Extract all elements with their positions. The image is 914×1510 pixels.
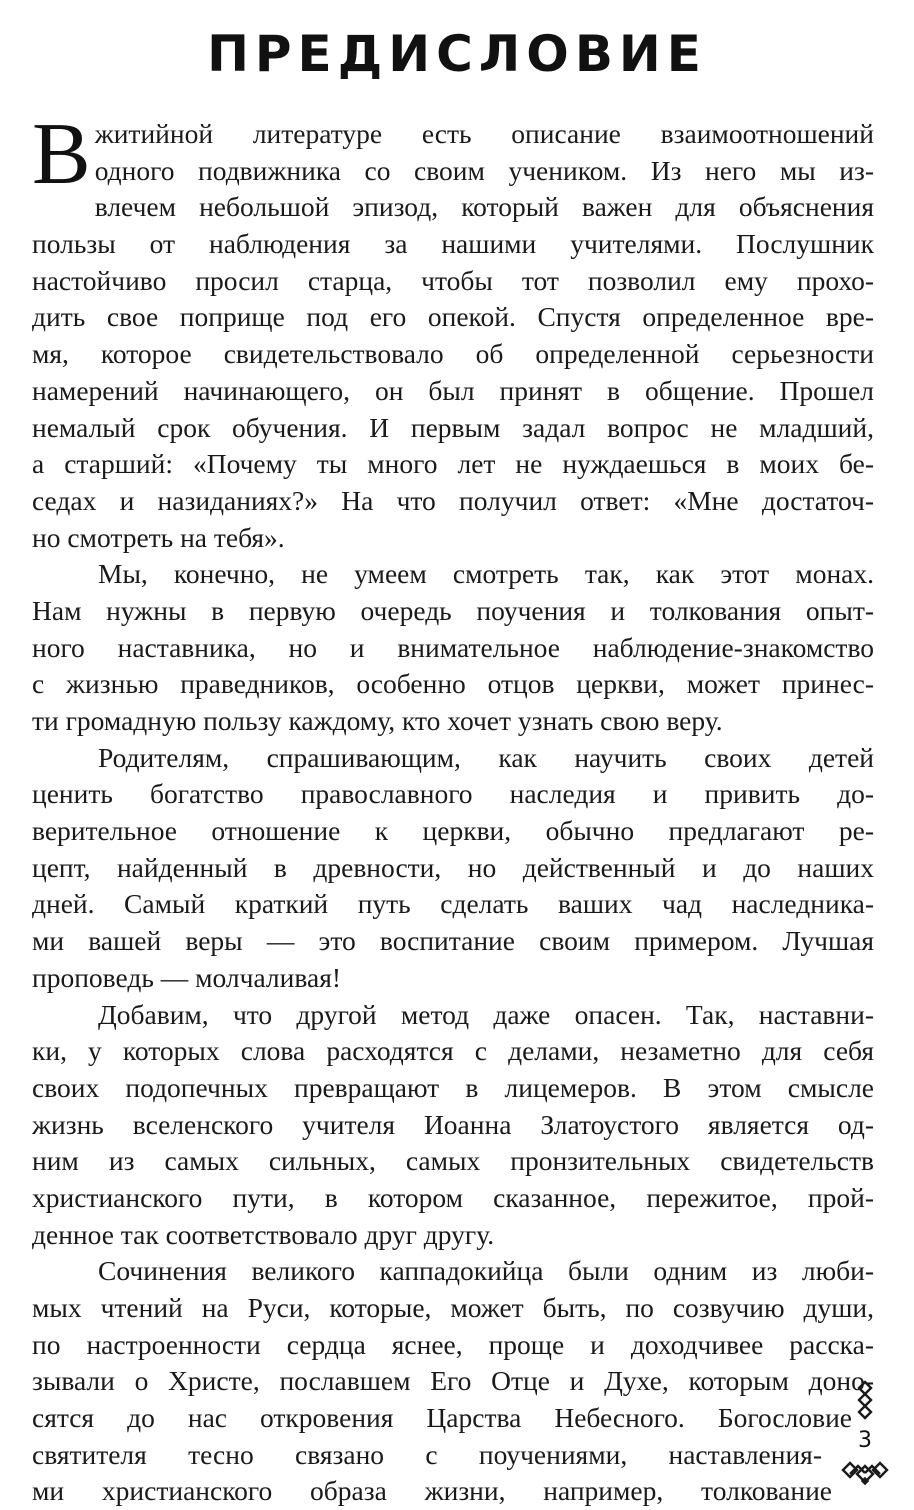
text-line: верительное отношение к церкви, обычно предлагают ре- bbox=[32, 815, 874, 847]
text-line: намерений начинающего, он был принят в общение. Прошел bbox=[32, 374, 874, 406]
text-line: одного подвижника со своим учеником. Из него мы из- bbox=[94, 154, 874, 186]
text-line: пользы от наблюдения за нашими учителями. Послушник bbox=[32, 228, 874, 260]
text-line: седах и назиданиях?» На что получил ответ: «Мне достаточ- bbox=[32, 484, 874, 516]
text-line: ки, у которых слова расходятся с делами, незаметно для себя bbox=[32, 1035, 874, 1067]
text-line: настойчиво просил старца, чтобы тот позволил ему прохо- bbox=[32, 264, 874, 296]
text-line: но смотреть на тебя». bbox=[32, 521, 285, 553]
paragraph-2 bbox=[32, 556, 874, 739]
drop-cap: В bbox=[32, 106, 91, 203]
text-line: дней. Самый краткий путь сделать ваших чад наследника- bbox=[32, 888, 874, 920]
text-line: ми христианского образа жизни, например, толкование bbox=[32, 1475, 832, 1507]
text-line: дить свое поприще под его опекой. Спустя определенное вре- bbox=[32, 301, 874, 333]
text-line: по настроенности сердца яснее, проще и доходчивее расска- bbox=[32, 1328, 874, 1360]
text-line: Вжитийной литературе есть описание взаимоотношений bbox=[32, 106, 874, 203]
text-line: своих подопечных превращают в лицемеров. В этом смысле bbox=[32, 1071, 874, 1103]
text-line: ценить богатство православного наследия и привить до- bbox=[32, 778, 874, 810]
text-line: ного наставника, но и внимательное наблюдение-знакомство bbox=[32, 631, 874, 663]
page-title: ПРЕДИСЛОВИЕ bbox=[207, 25, 707, 83]
text-line: святителя тесно связано с поучениями, наставления- bbox=[32, 1438, 822, 1470]
text-line: Сочинения великого каппадокийца были одним из люби- bbox=[98, 1255, 874, 1287]
paragraph-1 bbox=[32, 106, 874, 556]
text-line: немалый срок обучения. И первым задал вопрос не младший, bbox=[32, 411, 874, 443]
paragraph-3 bbox=[32, 740, 874, 997]
body-text bbox=[32, 106, 874, 1510]
page-number: 3 bbox=[858, 1428, 872, 1453]
text-line: влечем небольшой эпизод, который важен для объяснения bbox=[94, 191, 874, 223]
text-line: жизнь вселенского учителя Иоанна Златоустого является од- bbox=[32, 1108, 874, 1140]
text-line: Добавим, что другой метод даже опасен. Так, наставни- bbox=[98, 998, 874, 1030]
paragraph-5 bbox=[32, 1253, 874, 1510]
text-line: сятся до нас откровения Царства Небесного. Богословие bbox=[32, 1402, 852, 1434]
text-line: ти громадную пользу каждому, кто хочет узнать свою веру. bbox=[32, 705, 723, 736]
text-line: мя, которое свидетельствовало об определенной серьезности bbox=[32, 338, 874, 370]
paragraph-4 bbox=[32, 997, 874, 1254]
text-line: Родителям, спрашивающим, как научить своих детей bbox=[98, 741, 874, 773]
text-line: зывали о Христе, пославшем Его Отце и Духе, которым доно- bbox=[32, 1365, 874, 1397]
text-line: цепт, найденный в древности, но действенный и до наших bbox=[32, 851, 874, 883]
text-line: денное так соответствовало друг другу. bbox=[32, 1218, 495, 1250]
text-line: ми вашей веры — это воспитание своим примером. Лучшая bbox=[32, 925, 874, 957]
text-line: христианского пути, в котором сказанное, пережитое, прой- bbox=[32, 1181, 874, 1213]
text-line: ним из самых сильных, самых пронзительных свидетельств bbox=[32, 1145, 874, 1177]
text-line: мых чтений на Руси, которые, может быть, по созвучию души, bbox=[32, 1292, 874, 1323]
text-line: с жизнью праведников, особенно отцов церкви, может принес- bbox=[32, 668, 874, 700]
text-line: проповедь — молчаливая! bbox=[32, 961, 341, 993]
text-line: Нам нужны в первую очередь поучения и толкования опыт- bbox=[32, 594, 874, 626]
text-line: а старший: «Почему ты много лет не нуждаешься в моих бе- bbox=[32, 448, 874, 480]
text-line: Мы, конечно, не умеем смотреть так, как этот монах. bbox=[98, 558, 874, 590]
